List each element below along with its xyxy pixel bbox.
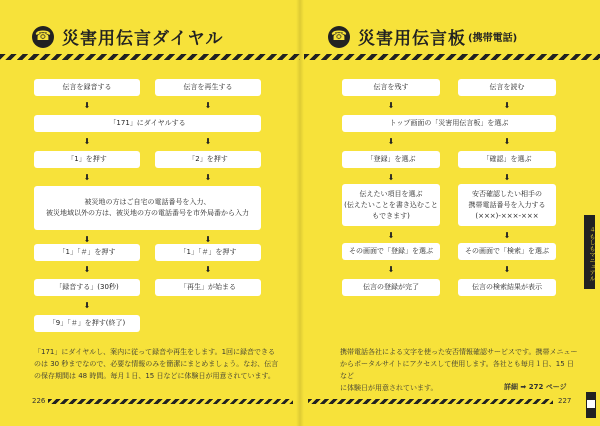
register-complete-box: 伝言の登録が完了 — [342, 279, 440, 296]
stripe-divider — [304, 54, 600, 60]
search-result-box: 伝言の検索結果が表示 — [458, 279, 556, 296]
detail-link[interactable]: 詳細 ➡ 272 ページ — [504, 383, 567, 391]
down-arrow-icon: ⬇ — [503, 101, 511, 110]
down-arrow-icon: ⬇ — [83, 235, 91, 244]
stripe-divider — [0, 54, 300, 60]
confirm-box: 「確認」を選ぶ — [458, 151, 556, 168]
down-arrow-icon: ⬇ — [204, 235, 212, 244]
down-arrow-icon: ⬇ — [83, 137, 91, 146]
down-arrow-icon: ⬇ — [387, 173, 395, 182]
down-arrow-icon: ⬇ — [503, 137, 511, 146]
down-arrow-icon: ⬇ — [387, 101, 395, 110]
down-arrow-icon: ⬇ — [83, 173, 91, 182]
down-arrow-icon: ⬇ — [503, 173, 511, 182]
down-arrow-icon: ⬇ — [204, 101, 212, 110]
end-box: 「9」「＃」を押す(終了) — [34, 315, 140, 332]
right-title: 災害用伝言板 — [358, 29, 466, 49]
down-arrow-icon: ⬇ — [83, 301, 91, 310]
down-arrow-icon: ⬇ — [387, 137, 395, 146]
top-screen-box: トップ画面の「災害用伝言板」を選ぶ — [342, 115, 556, 132]
down-arrow-icon: ⬇ — [387, 231, 395, 240]
down-arrow-icon: ⬇ — [83, 101, 91, 110]
instruction-box: 被災地の方はご自宅の電話番号を入力、 被災地域以外の方は、被災地の方の電話番号を市外局番から入力 — [34, 186, 261, 230]
bottom-stripe — [48, 399, 293, 404]
playback-box: 「再生」が始まる — [155, 279, 261, 296]
record-box: 伝言を録音する — [34, 79, 140, 96]
hash-right-box: 「1」「＃」を押す — [155, 244, 261, 261]
right-note: 携帯電話各社による文字を使った安否情報確認サービスです。携帯メニュー からポータルサイトにアクセスして使用します。各社とも毎月１日、15 日など に体験日が用意されています。 — [340, 348, 578, 392]
down-arrow-icon: ⬇ — [503, 265, 511, 274]
read-box: 伝言を読む — [458, 79, 556, 96]
page-number-right: 227 — [558, 397, 572, 405]
recording-box: 「録音する」(30秒) — [34, 279, 140, 296]
phone-icon: ☎ — [328, 26, 350, 48]
press-1-box: 「1」を押す — [34, 151, 140, 168]
phone-icon: ☎ — [32, 26, 54, 48]
register-box: 「登録」を選ぶ — [342, 151, 440, 168]
left-note: 「171」にダイヤルし、案内に従って録音や再生をします。1回に録音できる のは 30 秒までなので、必要な情報のみを簡潔にまとめましょう。なお、伝言 の保存期間は 48 時間。毎月１日、15 日などに体験日が用意されています。 — [34, 348, 279, 380]
down-arrow-icon: ⬇ — [83, 265, 91, 274]
select-register-box: その画面で「登録」を選ぶ — [342, 243, 440, 260]
down-arrow-icon: ⬇ — [204, 137, 212, 146]
hash-left-box: 「1」「＃」を押す — [34, 244, 140, 261]
right-page — [300, 0, 600, 426]
down-arrow-icon: ⬇ — [387, 265, 395, 274]
convey-item-box: 伝えたい項目を選ぶ (伝えたいことを書き込むこと もできます) — [342, 184, 440, 226]
leave-box: 伝言を残す — [342, 79, 440, 96]
chapter-side-tab[interactable]: ４ もしもマニュアル — [584, 215, 595, 289]
down-arrow-icon: ⬇ — [204, 173, 212, 182]
page-number-left: 226 — [32, 397, 46, 405]
down-arrow-icon: ⬇ — [204, 265, 212, 274]
dial-171-box: 「171」にダイヤルする — [34, 115, 261, 132]
phone-number-box: 安否確認したい相手の 携帯電話番号を入力する (×××)-×××-××× — [458, 184, 556, 226]
corner-mark-icon — [587, 400, 595, 408]
left-title: 災害用伝言ダイヤル — [62, 29, 224, 49]
select-search-box: その画面で「検索」を選ぶ — [458, 243, 556, 260]
right-title-sub: (携帯電話) — [468, 33, 518, 44]
right-title-row — [328, 24, 517, 49]
bottom-stripe — [308, 399, 553, 404]
press-2-box: 「2」を押す — [155, 151, 261, 168]
left-title-row — [32, 24, 224, 49]
down-arrow-icon: ⬇ — [503, 231, 511, 240]
play-box: 伝言を再生する — [155, 79, 261, 96]
